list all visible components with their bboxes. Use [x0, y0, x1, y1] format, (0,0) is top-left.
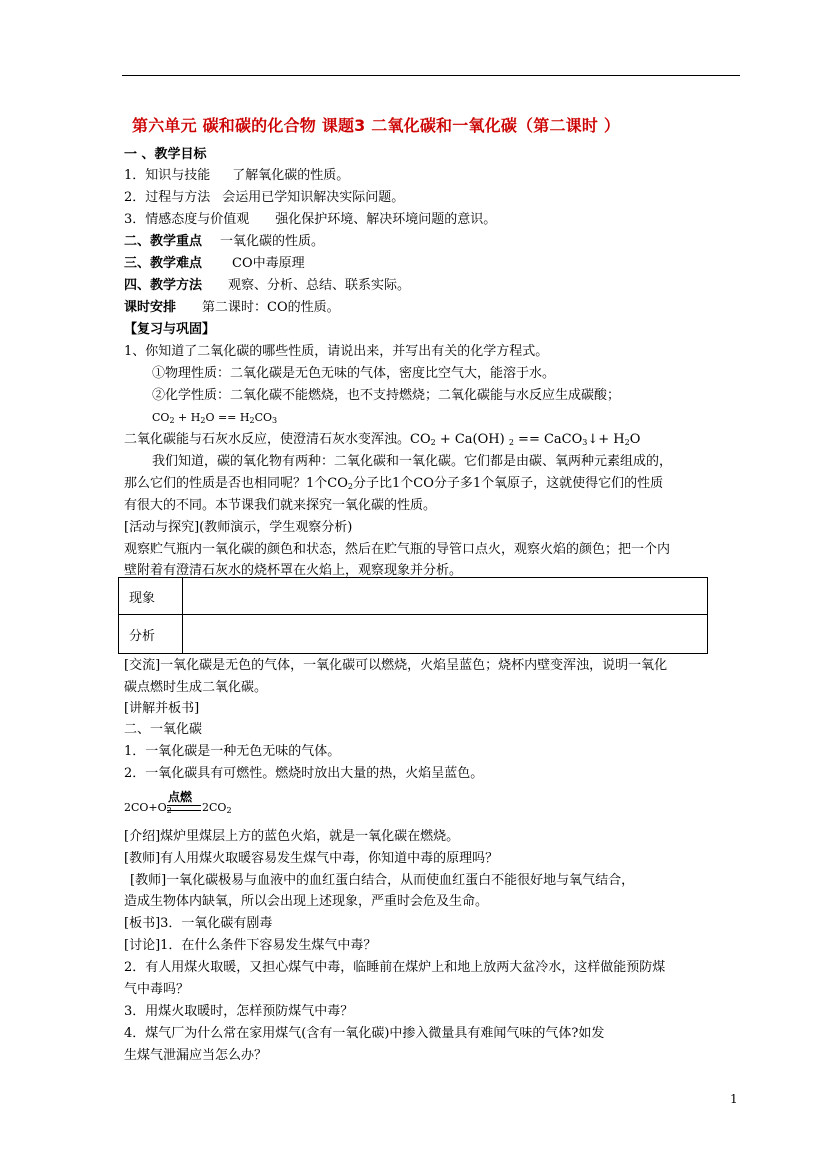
difficult-point — [124, 255, 305, 273]
schedule-label: 课时安排 — [124, 300, 177, 315]
objective-label: 2．过程与方法 — [124, 190, 211, 205]
objective-knowledge — [124, 167, 349, 185]
formula-sub: 2 — [347, 482, 353, 491]
co-property: 1．一氧化碳是一种无色无味的气体。 — [124, 744, 341, 759]
combustion-equation-left — [124, 801, 172, 814]
header-rule — [122, 75, 740, 76]
text-part: ↓+ H — [587, 432, 625, 447]
co-property: 2．一氧化碳具有可燃性。燃烧时放出大量的热，火焰呈蓝色。 — [124, 766, 484, 781]
physical-property: ①物理性质：二氧化碳是无色无味的气体，密度比空气大，能溶于水。 — [152, 366, 556, 381]
activity-text: 观察贮气瓶内一氧化碳的颜色和状态，然后在贮气瓶的导管口点火，观察火焰的颜色；把一个内 — [124, 542, 671, 557]
paragraph-line — [124, 475, 663, 493]
row-label-analysis: 分析 — [119, 615, 183, 654]
combustion-equation-right — [202, 801, 232, 814]
formula-sub: 3 — [582, 438, 588, 447]
objective-label: 3．情感态度与价值观 — [124, 212, 250, 227]
discussion-question: 3．用煤火取暖时，怎样预防煤气中毒？ — [124, 1004, 354, 1019]
page-number: 1 — [730, 1092, 738, 1106]
text-part: O — [629, 432, 641, 447]
teacher-question: [教师]有人用煤火取暖容易发生煤气中毒，你知道中毒的原理吗？ — [124, 851, 499, 866]
formula-sub: 2 — [249, 416, 255, 425]
page-title: 第六单元 碳和碳的化合物 课题3 二氧化碳和一氧化碳（第二课时 ） — [132, 116, 621, 135]
review-question: 1、你知道了二氧化碳的哪些性质，请说出来，并写出有关的化学方程式。 — [124, 344, 549, 359]
teacher-explanation: 造成生物体内缺氧，所以会出现上述现象，严重时会危及生命。 — [124, 894, 489, 909]
limewater-reaction — [124, 431, 640, 449]
teaching-method-label: 四、教学方法 — [124, 278, 203, 293]
objective-label: 1．知识与技能 — [124, 168, 211, 183]
objective-attitude — [124, 211, 496, 229]
subsection-heading: 二、一氧化碳 — [124, 722, 203, 737]
formula-part: 2CO+O — [124, 801, 167, 814]
formula-sub: 2 — [508, 438, 514, 447]
paragraph-line: 有很大的不同。本节课我们就来探究一氧化碳的性质。 — [124, 498, 437, 513]
equation-equals — [167, 805, 201, 811]
difficult-point-text: CO中毒原理 — [232, 256, 305, 271]
formula-sub: 2 — [430, 438, 436, 447]
phenomenon-cell[interactable] — [183, 578, 708, 615]
combustion-condition: 点燃 — [168, 790, 193, 804]
objective-text: 了解氧化碳的性质。 — [232, 168, 350, 183]
table-row — [119, 578, 708, 615]
exchange-text: 碳点燃时生成二氧化碳。 — [124, 680, 268, 695]
intro-text: [介绍]煤炉里煤层上方的蓝色火焰，就是一氧化碳在燃烧。 — [124, 829, 460, 844]
discussion-question: [讨论]1．在什么条件下容易发生煤气中毒？ — [124, 938, 377, 953]
formula-part: CO — [254, 411, 273, 424]
schedule — [124, 299, 340, 317]
activity-heading: [活动与探究](教师演示，学生观察分析) — [124, 520, 353, 535]
key-point-text: 一氧化碳的性质。 — [220, 234, 325, 249]
formula-sub: 2 — [169, 416, 175, 425]
formula-sub: 3 — [272, 416, 278, 425]
formula-sub: 2 — [200, 416, 206, 425]
key-point — [124, 233, 324, 251]
analysis-cell[interactable] — [183, 615, 708, 654]
equation-co2-water — [152, 409, 277, 427]
text-part: 那么它们的性质是否也相同呢？1个CO — [124, 476, 348, 491]
text-part: 分子比1个CO分子多1个氧原子，这就使得它们的性质 — [352, 476, 664, 491]
text-part: + Ca(OH) — [435, 432, 509, 447]
formula-part: CO — [152, 411, 170, 424]
discussion-question: 2．有人用煤火取暖，又担心煤气中毒，临睡前在煤炉上和地上放两大盆冷水，这样做能预防煤 — [124, 960, 666, 975]
objective-text: 强化保护环境、解决环境问题的意识。 — [275, 212, 497, 227]
discussion-question: 4．煤气厂为什么常在家用煤气(含有一氧化碳)中掺入微量具有难闻气味的气体?如发 — [124, 1026, 605, 1041]
key-point-label: 二、教学重点 — [124, 234, 203, 249]
formula-sub: 2 — [226, 806, 232, 815]
exchange-text: [交流]一氧化碳是无色的气体，一氧化碳可以燃烧，火焰呈蓝色；烧杯内壁变浑浊，说明一氧化 — [124, 658, 668, 673]
formula-part: + H — [174, 411, 201, 424]
objective-process — [124, 189, 404, 207]
row-label-phenomenon: 现象 — [119, 578, 183, 615]
formula-part: 2CO — [202, 801, 227, 814]
board-note: [板书]3．一氧化碳有剧毒 — [124, 916, 273, 931]
discussion-question: 气中毒吗？ — [124, 982, 190, 997]
teacher-explanation: [教师]一氧化碳极易与血液中的血红蛋白结合，从而使血红蛋白不能很好地与氧气结合， — [130, 873, 635, 888]
teaching-method — [124, 277, 410, 295]
section-heading: 一 、教学目标 — [124, 147, 207, 162]
observation-table — [118, 577, 708, 654]
text-part: 二氧化碳能与石灰水反应，使澄清石灰水变浑浊。CO — [124, 432, 431, 447]
chemical-property: ②化学性质：二氧化碳不能燃烧，也不支持燃烧；二氧化碳能与水反应生成碳酸； — [152, 388, 621, 403]
text-part: == CaCO — [513, 432, 583, 447]
table-row — [119, 615, 708, 654]
paragraph-line: 我们知道，碳的氧化物有两种：二氧化碳和一氧化碳。它们都是由碳、氧两种元素组成的， — [152, 454, 673, 469]
discussion-question: 生煤气泄漏应当怎么办？ — [124, 1048, 268, 1063]
formula-sub: 2 — [624, 438, 630, 447]
formula-sub: 2 — [166, 806, 172, 815]
difficult-point-label: 三、教学难点 — [124, 256, 203, 271]
lecture-heading: [讲解并板书] — [124, 701, 200, 716]
formula-part: O == H — [205, 411, 250, 424]
activity-text: 壁附着有澄清石灰水的烧杯罩在火焰上，观察现象并分析。 — [124, 563, 463, 578]
teaching-method-text: 观察、分析、总结、联系实际。 — [228, 278, 411, 293]
review-heading: 【复习与巩固】 — [124, 322, 216, 337]
objective-text: 会运用已学知识解决实际问题。 — [222, 190, 405, 205]
schedule-text: 第二课时：CO的性质。 — [202, 300, 340, 315]
